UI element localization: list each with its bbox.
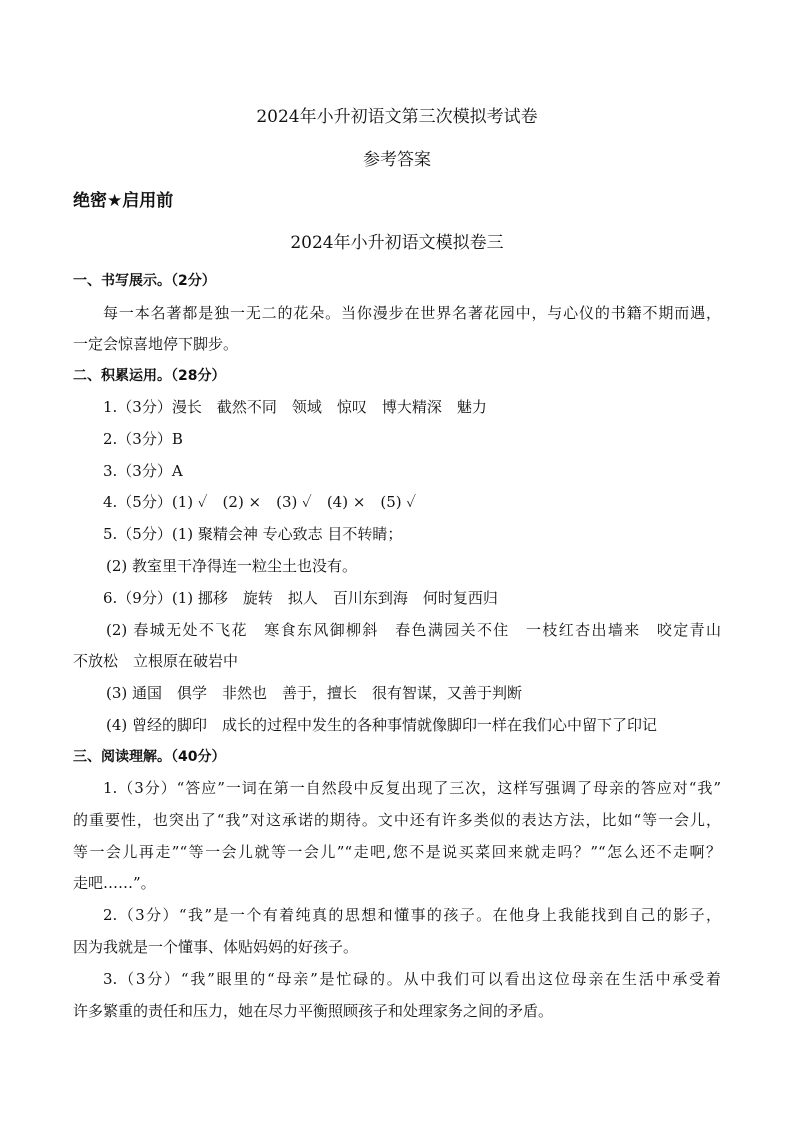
answer-2-5-line-2: (2) 教室里干净得连一粒尘土也没有。 xyxy=(106,557,358,575)
section-2-heading: 二、积累运用。（28分） xyxy=(73,368,226,384)
answer-2-1: 1.（3分）漫长 截然不同 领域 惊叹 博大精深 魅力 xyxy=(103,398,487,416)
answer-key-subtitle: 参考答案 xyxy=(363,150,431,170)
answer-3-1-line-1: 1.（3分）“答应”一词在第一自然段中反复出现了三次，这样写强调了母亲的答应对“我” xyxy=(103,779,721,797)
section-1-text-line-1: 每一本名著都是独一无二的花朵。当你漫步在世界名著花园中，与心仪的书籍不期而遇， xyxy=(103,304,721,322)
answer-2-6-line-2: (2) 春城无处不飞花 寒食东风御柳斜 春色满园关不住 一枝红杏出墙来 咬定青山 xyxy=(106,621,721,639)
answer-3-3-line-1: 3.（3分）“我”眼里的“母亲”是忙碌的。从中我们可以看出这位母亲在生活中承受着 xyxy=(103,970,721,988)
answer-3-3-line-2: 许多繁重的责任和压力，她在尽力平衡照顾孩子和处理家务之间的矛盾。 xyxy=(73,1002,554,1020)
answer-3-1-line-3: 等一会儿再走”“等一会儿就等一会儿”“走吧,您不是说买菜回来就走吗？”“怎么还不走啊？ xyxy=(73,843,721,861)
answer-2-6-line-1: 6.（9分）(1) 挪移 旋转 拟人 百川东到海 何时复西归 xyxy=(103,589,498,607)
answer-2-6-line-3: 不放松 立根原在破岩中 xyxy=(73,652,239,670)
document-title: 2024年小升初语文第三次模拟考试卷 xyxy=(256,107,538,127)
confidential-label: 绝密★启用前 xyxy=(73,191,174,211)
paper-title: 2024年小升初语文模拟卷三 xyxy=(290,233,504,253)
section-3-heading: 三、阅读理解。（40分） xyxy=(73,749,226,765)
answer-2-2: 2.（3分）B xyxy=(103,430,183,448)
answer-3-1-line-2: 的重要性，也突出了“我”对这承诺的期待。文中还有许多类似的表达方法，比如“等一会儿， xyxy=(73,811,721,829)
answer-2-6-line-4: (3) 通国 俱学 非然也 善于，擅长 很有智谋，又善于判断 xyxy=(106,684,523,702)
answer-3-2-line-1: 2.（3分）“我”是一个有着纯真的思想和懂事的孩子。在他身上我能找到自己的影子， xyxy=(103,906,721,924)
answer-2-6-line-5: (4) 曾经的脚印 成长的过程中发生的各种事情就像脚印一样在我们心中留下了印记 xyxy=(106,716,658,734)
answer-2-3: 3.（3分）A xyxy=(103,462,183,480)
section-1-text-line-2: 一定会惊喜地停下脚步。 xyxy=(73,335,239,353)
answer-3-1-line-4: 走吧……”。 xyxy=(73,874,156,892)
section-1-heading: 一、书写展示。（2分） xyxy=(73,273,216,289)
answer-2-4: 4.（5分）(1) ✓ (2) × (3) ✓ (4) × (5) ✓ xyxy=(103,493,417,511)
answer-3-2-line-2: 因为我就是一个懂事、体贴妈妈的好孩子。 xyxy=(73,938,359,956)
answer-2-5-line-1: 5.（5分）(1) 聚精会神 专心致志 目不转睛； xyxy=(103,525,403,543)
